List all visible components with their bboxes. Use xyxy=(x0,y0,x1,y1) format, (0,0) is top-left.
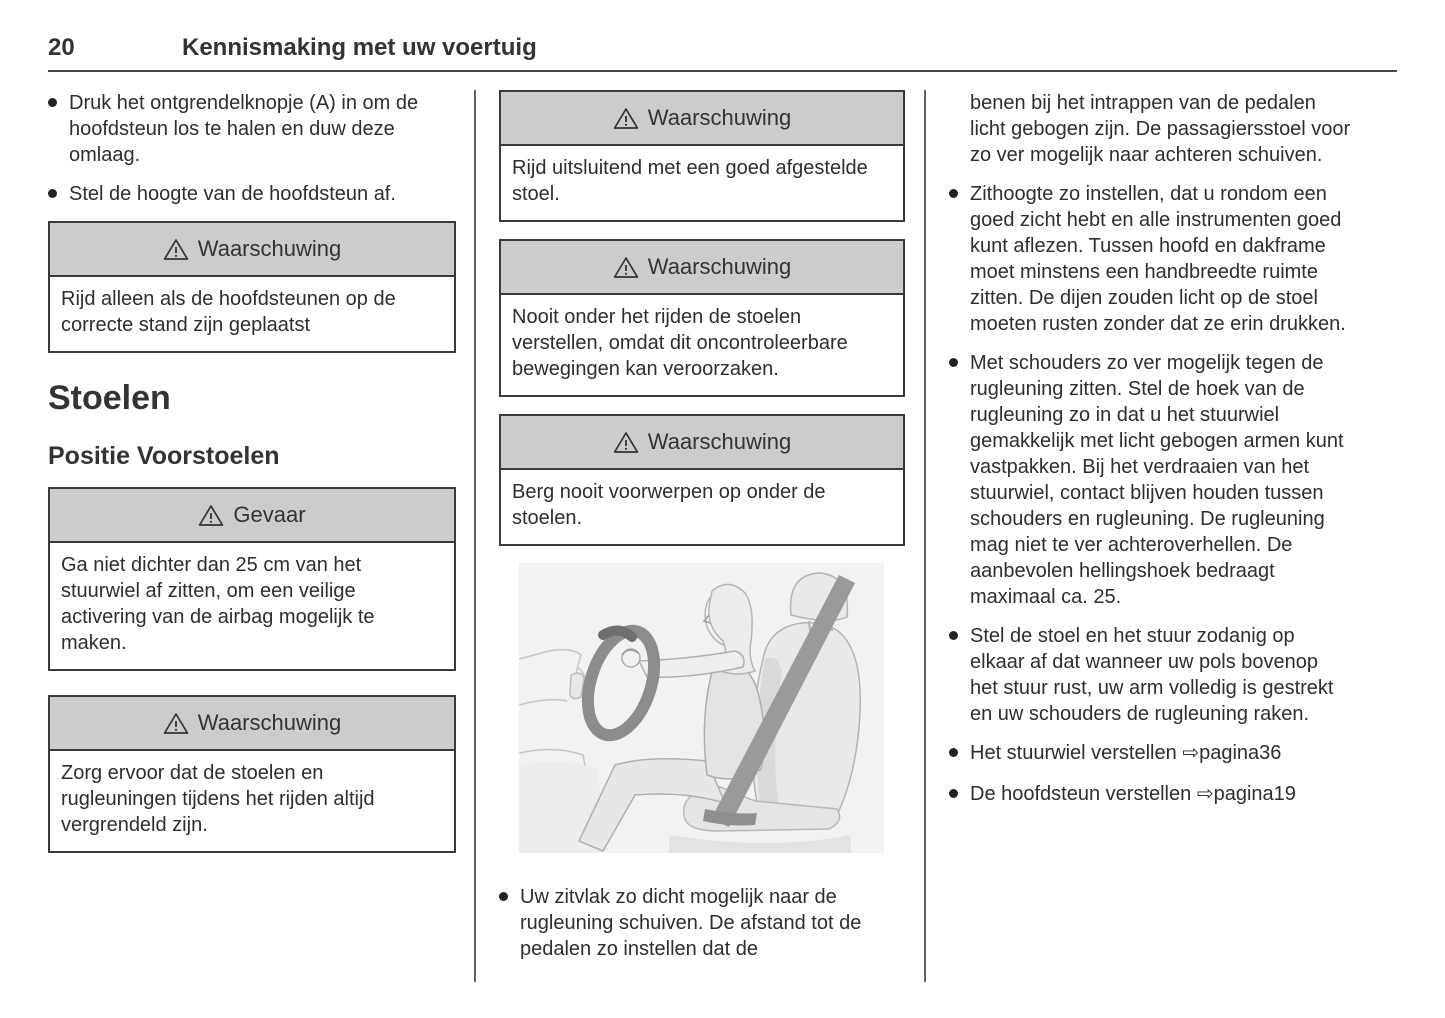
warning-box xyxy=(48,221,456,353)
list-item xyxy=(48,90,456,168)
bullet-dot xyxy=(48,98,57,107)
ref-label: De hoofdsteun verstellen xyxy=(970,783,1192,805)
driver-seat-side-view-image xyxy=(519,563,884,853)
middle-column xyxy=(499,90,905,982)
column-divider xyxy=(924,90,926,982)
ref-text xyxy=(970,781,1296,807)
list-item xyxy=(949,740,1351,766)
warning-title: Waarschuwing xyxy=(197,236,342,261)
continuation-paragraph: benen bij het intrappen van de pedalen licht gebogen zijn. De passagiersstoel voor zo ver mogelijk naar achteren schuiven. xyxy=(970,92,1351,166)
danger-box-header xyxy=(50,489,454,543)
ref-arrow-icon: ⇨ xyxy=(1182,742,1200,764)
bullet-list xyxy=(949,181,1351,727)
warning-box-header xyxy=(501,92,903,146)
warning-triangle-icon xyxy=(163,712,189,735)
seat-position-illustration xyxy=(519,563,905,858)
ref-text xyxy=(970,740,1281,766)
columns xyxy=(48,90,1397,982)
ref-label: Het stuurwiel verstellen xyxy=(970,742,1177,764)
ref-page: pagina19 xyxy=(1213,783,1296,805)
bullet-text: Druk het ontgrendelknopje (A) in om de hoofdsteun los te halen en duw deze omlaag. xyxy=(69,92,419,166)
warning-box xyxy=(499,414,905,546)
warning-box-body: Rijd alleen als de hoofdsteunen op de correcte stand zijn geplaatst xyxy=(61,288,396,336)
bullet-text: Stel de stoel en het stuur zodanig op elkaar af dat wanneer uw pols bovenop het stuur rust, uw arm volledig is gestrekt en uw schouders de rugleuning raken. xyxy=(970,625,1334,725)
warning-title: Waarschuwing xyxy=(647,105,792,130)
section-title: Stoelen xyxy=(48,379,171,417)
warning-box xyxy=(499,239,905,397)
bullet-dot xyxy=(48,189,57,198)
warning-box-header xyxy=(50,697,454,751)
warning-box-header xyxy=(501,416,903,470)
danger-box xyxy=(48,487,456,671)
list-item xyxy=(48,181,456,207)
list-item xyxy=(949,781,1351,807)
warning-triangle-icon xyxy=(613,256,639,279)
bullet-text: Stel de hoogte van de hoofdsteun af. xyxy=(69,183,396,205)
warning-box-body: Berg nooit voorwerpen op onder de stoelen. xyxy=(512,481,826,529)
bullet-dot xyxy=(949,789,958,798)
bullet-dot xyxy=(949,189,958,198)
page-number: 20 xyxy=(48,34,75,61)
warning-title: Waarschuwing xyxy=(197,710,342,735)
bullet-list xyxy=(499,884,905,962)
danger-title: Gevaar xyxy=(233,502,306,527)
warning-title: Waarschuwing xyxy=(647,254,792,279)
subsection-title: Positie Voorstoelen xyxy=(48,442,280,470)
ref-page: pagina36 xyxy=(1199,742,1282,764)
bullet-dot xyxy=(499,892,508,901)
right-column xyxy=(949,90,1351,982)
list-item xyxy=(949,623,1351,727)
bullet-text: Met schouders zo ver mogelijk tegen de rugleuning zitten. Stel de hoek van de rugleuning zo in dat u het stuurwiel gemakkelijk met licht gebogen armen kunt vastpakken. Bij het verdraaien van het stuurwiel, contact blijven houden tussen schouders en rugleuning. De rugleuning mag niet te ver achteroverhellen. De aanbevolen hellingshoek bedraagt maximaal ca. 25. xyxy=(970,352,1344,608)
warning-box xyxy=(48,695,456,853)
warning-triangle-icon xyxy=(613,107,639,130)
bullet-dot xyxy=(949,358,958,367)
warning-triangle-icon xyxy=(613,431,639,454)
warning-triangle-icon xyxy=(198,504,224,527)
bullet-text: Uw zitvlak zo dicht mogelijk naar de rugleuning schuiven. De afstand tot de pedalen zo instellen dat de xyxy=(520,886,862,960)
warning-box-header xyxy=(501,241,903,295)
warning-box-body: Rijd uitsluitend met een goed afgestelde stoel. xyxy=(512,157,868,205)
left-column xyxy=(48,90,456,982)
header-rule xyxy=(48,70,1397,72)
page-reference-link[interactable] xyxy=(1182,742,1281,764)
bullet-text: Zithoogte zo instellen, dat u rondom een goed zicht hebt en alle instrumenten goed kunt aflezen. Tussen hoofd en dakframe moet minstens een handbreedte ruimte zitten. De dijen zouden licht op de stoel moeten rusten zonder dat ze erin drukken. xyxy=(970,183,1346,335)
bullet-dot xyxy=(949,631,958,640)
column-divider xyxy=(474,90,476,982)
list-item xyxy=(949,350,1351,610)
list-item xyxy=(499,884,905,962)
page-header xyxy=(48,34,1397,62)
list-item xyxy=(949,181,1351,337)
warning-box xyxy=(499,90,905,222)
chapter-title: Kennismaking met uw voertuig xyxy=(182,34,537,61)
warning-box-header xyxy=(50,223,454,277)
danger-box-body: Ga niet dichter dan 25 cm van het stuurwiel af zitten, om een veilige activering van de airbag mogelijk te maken. xyxy=(61,554,375,654)
warning-box-body: Zorg ervoor dat de stoelen en rugleuningen tijdens het rijden altijd vergrendeld zijn. xyxy=(61,762,375,836)
bullet-list xyxy=(48,90,456,207)
warning-triangle-icon xyxy=(163,238,189,261)
warning-box-body: Nooit onder het rijden de stoelen verstellen, omdat dit oncontroleerbare bewegingen kan veroorzaken. xyxy=(512,306,848,380)
ref-arrow-icon: ⇨ xyxy=(1196,783,1214,805)
bullet-dot xyxy=(949,748,958,757)
warning-title: Waarschuwing xyxy=(647,429,792,454)
page-reference-link[interactable] xyxy=(1197,783,1296,805)
